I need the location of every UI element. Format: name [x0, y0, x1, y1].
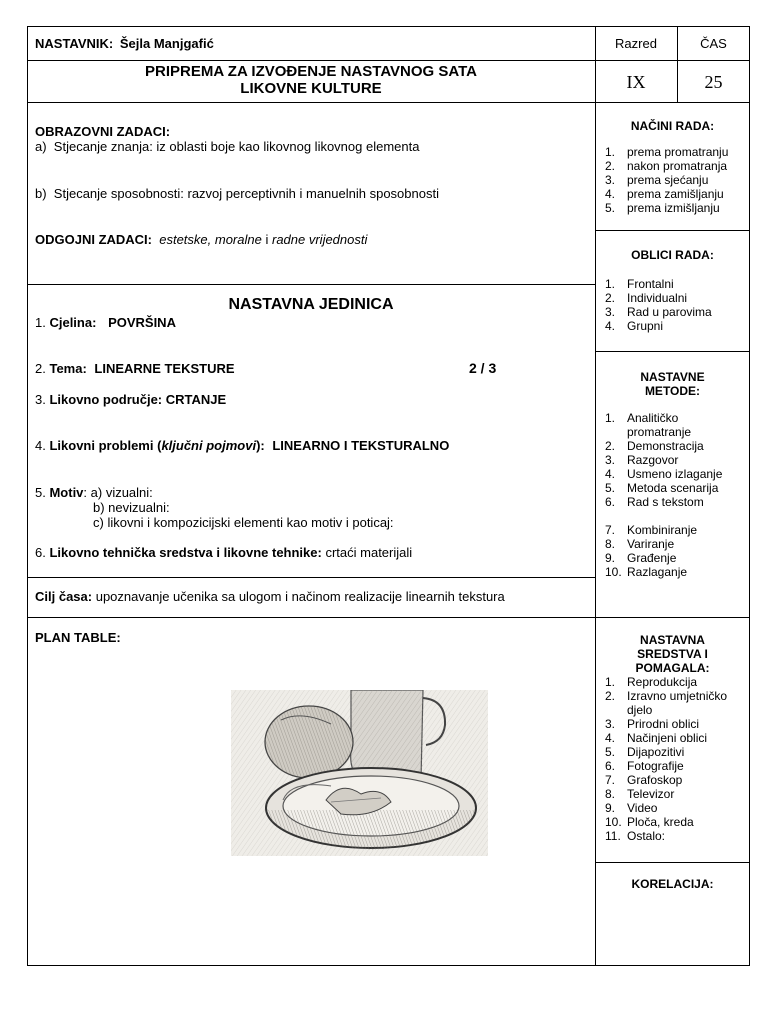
cas-value: 25 [704, 72, 723, 92]
zadatak-b-text: Stjecanje sposobnosti: razvoj perceptivnih i manuelnih sposobnosti [53, 186, 439, 201]
cjelina-label: Cjelina: [49, 315, 97, 330]
row-divider [595, 862, 750, 863]
row-divider [27, 102, 750, 103]
problemi-label-1: Likovni problemi ( [49, 438, 162, 453]
motiv-line-b: b) nevizualni: [93, 500, 170, 515]
sredstva-value: crtaći materijali [325, 545, 413, 560]
list-item: 5. Dijapozitivi [605, 745, 685, 759]
oblici-rada-title: OBLICI RADA: [631, 248, 714, 262]
list-item: 2. Individualni [605, 291, 688, 305]
obrazovni-zadaci [35, 124, 590, 154]
list-item: 1. Analitičko promatranje [605, 411, 692, 439]
list-item: 8. Variranje [605, 537, 675, 551]
list-item: 5. prema izmišljanju [605, 201, 720, 215]
obrazovni-label: OBRAZOVNI ZADACI: [35, 124, 171, 139]
zadatak-a [35, 139, 590, 154]
plan-label: PLAN TABLE: [35, 630, 121, 645]
sredstva-num: 6. [35, 545, 46, 560]
list-item: 8. Televizor [605, 787, 675, 801]
teacher-name: Šejla Manjgafić [119, 36, 214, 51]
tema-line [35, 361, 235, 376]
sredstva-title [595, 633, 750, 675]
tema-num: 2. [35, 361, 46, 376]
motiv-line-a [35, 485, 394, 500]
tema-value: LINEARNE TEKSTURE [94, 361, 235, 376]
list-item: 4. prema zamišljanju [605, 187, 724, 201]
sredstva-title-3: POMAGALA: [635, 661, 710, 675]
list-item: 2. Demonstracija [605, 439, 704, 453]
list-item: 5. Metoda scenarija [605, 481, 719, 495]
metode-title-1: NASTAVNE [640, 370, 705, 384]
list-item: 3. prema sjećanju [605, 173, 709, 187]
cas-label: ČAS [700, 36, 727, 51]
column-divider [595, 26, 596, 966]
metode-title-2: METODE: [644, 384, 701, 398]
list-item: 4. Grupni [605, 319, 664, 333]
sredstva-title-2: SREDSTVA I [637, 647, 708, 661]
zadatak-a-prefix: a) [35, 139, 47, 154]
podrucje-value: CRTANJE [165, 392, 227, 407]
oblici-rada-list [605, 277, 745, 333]
row-divider [595, 230, 750, 231]
zadatak-b-prefix: b) [35, 186, 47, 201]
odgojni-label: ODGOJNI ZADACI: [35, 232, 152, 247]
odgojni-zadaci [35, 232, 590, 247]
row-divider [27, 284, 595, 285]
cjelina-line [35, 315, 176, 330]
odgojni-text-2: i [265, 232, 269, 247]
row-divider [27, 60, 750, 61]
title-line-1: PRIPREMA ZA IZVOĐENJE NASTAVNOG SATA [145, 63, 477, 80]
sredstva-label: Likovno tehnička sredstva i likovne tehnike: [49, 545, 322, 560]
jedinica-heading: NASTAVNA JEDINICA [228, 296, 394, 313]
cilj-label: Cilj časa: [35, 589, 93, 604]
nacini-rada-list [605, 145, 745, 215]
zadatak-a-text: Stjecanje znanja: iz oblasti boje kao likovnog likovnog elementa [53, 139, 420, 154]
list-item: 6. Rad s tekstom [605, 495, 704, 509]
list-item: 7. Grafoskop [605, 773, 683, 787]
razred-value: IX [626, 72, 646, 92]
list-item: 3. Rad u parovima [605, 305, 712, 319]
row-divider [27, 617, 750, 618]
motiv-a: : a) vizualni: [83, 485, 153, 500]
sredstva-list [605, 675, 745, 843]
podrucje-label: Likovno područje: [49, 392, 163, 407]
metode-title [595, 370, 750, 398]
cilj-text: upoznavanje učenika sa ulogom i načinom realizacije linearnih tekstura [95, 589, 505, 604]
page-title [27, 63, 595, 97]
row-divider [595, 351, 750, 352]
podrucje-num: 3. [35, 392, 46, 407]
list-item: 1. prema promatranju [605, 145, 729, 159]
tema-label: Tema: [49, 361, 87, 376]
list-item: 10. Razlaganje [605, 565, 688, 579]
sredstva-line [35, 545, 412, 560]
sredstva-title-1: NASTAVNA [640, 633, 705, 647]
list-item: 3. Razgovor [605, 453, 679, 467]
motiv-line-c: c) likovni i kompozicijski elementi kao motiv i poticaj: [93, 515, 394, 530]
odgojni-text-1: estetske, moralne [159, 232, 262, 247]
problemi-label-2: ključni pojmovi [161, 438, 257, 453]
odgojni-text-3: radne vrijednosti [271, 232, 368, 247]
cilj-line [35, 589, 590, 604]
list-item: 1. Frontalni [605, 277, 674, 291]
nacini-rada-title: NAČINI RADA: [630, 119, 715, 133]
problemi-line [35, 438, 449, 453]
razred-label: Razred [615, 36, 657, 51]
motiv-block [35, 485, 394, 530]
list-item: 7. Kombiniranje [605, 523, 698, 537]
list-item: 4. Načinjeni oblici [605, 731, 708, 745]
tema-fraction: 2 / 3 [469, 360, 497, 376]
korelacija-title: KORELACIJA: [631, 877, 714, 891]
list-item: 11. Ostalo: [605, 829, 666, 843]
title-line-2: LIKOVNE KULTURE [240, 80, 382, 97]
sketch-illustration [231, 690, 488, 856]
problemi-num: 4. [35, 438, 46, 453]
list-item: 9. Građenje [605, 551, 677, 565]
list-item: 2. Izravno umjetničko djelo [605, 689, 728, 717]
motiv-num: 5. [35, 485, 46, 500]
cjelina-num: 1. [35, 315, 46, 330]
motiv-label: Motiv [49, 485, 84, 500]
list-item: 6. Fotografije [605, 759, 684, 773]
problemi-value: LINEARNO I TEKSTURALNO [272, 438, 450, 453]
list-item: 9. Video [605, 801, 658, 815]
teacher-line [35, 36, 214, 51]
metode-list [605, 411, 745, 579]
list-item: 2. nakon promatranja [605, 159, 728, 173]
row-divider [27, 577, 595, 578]
still-life-sketch-image [231, 690, 488, 856]
teacher-label: NASTAVNIK: [35, 36, 114, 51]
zadatak-b [35, 186, 590, 201]
list-item: 10. Ploča, kreda [605, 815, 694, 829]
problemi-label-3: ): [256, 438, 265, 453]
list-item: 4. Usmeno izlaganje [605, 467, 723, 481]
list-item: 1. Reprodukcija [605, 675, 698, 689]
podrucje-line [35, 392, 226, 407]
list-item: 3. Prirodni oblici [605, 717, 700, 731]
cjelina-value: POVRŠINA [108, 315, 176, 330]
